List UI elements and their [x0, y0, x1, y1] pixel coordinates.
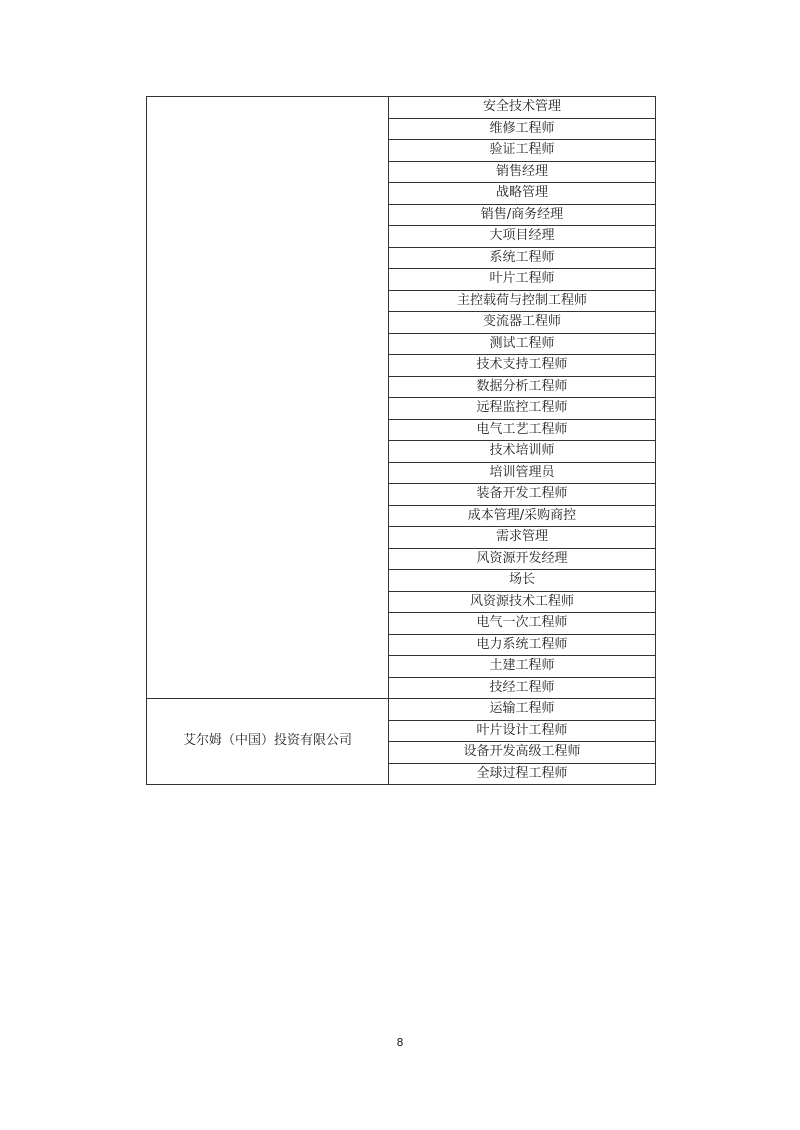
positions-table-body	[147, 97, 656, 785]
position-cell: 系统工程师	[389, 247, 656, 269]
position-cell: 数据分析工程师	[389, 376, 656, 398]
position-cell: 测试工程师	[389, 333, 656, 355]
position-cell: 技术支持工程师	[389, 355, 656, 377]
position-cell: 电气一次工程师	[389, 613, 656, 635]
position-cell: 销售经理	[389, 161, 656, 183]
position-cell: 成本管理/采购商控	[389, 505, 656, 527]
position-cell: 需求管理	[389, 527, 656, 549]
position-cell: 战略管理	[389, 183, 656, 205]
position-cell: 安全技术管理	[389, 97, 656, 119]
position-cell: 销售/商务经理	[389, 204, 656, 226]
position-cell: 电气工艺工程师	[389, 419, 656, 441]
position-cell: 场长	[389, 570, 656, 592]
position-cell: 变流器工程师	[389, 312, 656, 334]
position-cell: 电力系统工程师	[389, 634, 656, 656]
position-cell: 技术培训师	[389, 441, 656, 463]
position-cell: 技经工程师	[389, 677, 656, 699]
company-cell: 艾尔姆（中国）投资有限公司	[147, 699, 389, 785]
position-cell: 叶片设计工程师	[389, 720, 656, 742]
position-cell: 主控载荷与控制工程师	[389, 290, 656, 312]
position-cell: 风资源开发经理	[389, 548, 656, 570]
position-cell: 维修工程师	[389, 118, 656, 140]
position-cell: 远程监控工程师	[389, 398, 656, 420]
position-cell: 培训管理员	[389, 462, 656, 484]
table-row	[147, 97, 656, 119]
positions-table	[146, 96, 656, 785]
page-number: 8	[396, 1036, 404, 1049]
position-cell: 设备开发高级工程师	[389, 742, 656, 764]
position-cell: 装备开发工程师	[389, 484, 656, 506]
position-cell: 风资源技术工程师	[389, 591, 656, 613]
position-cell: 运输工程师	[389, 699, 656, 721]
position-cell: 大项目经理	[389, 226, 656, 248]
table-row	[147, 699, 656, 721]
position-cell: 验证工程师	[389, 140, 656, 162]
position-cell: 土建工程师	[389, 656, 656, 678]
position-cell: 叶片工程师	[389, 269, 656, 291]
company-cell	[147, 97, 389, 699]
position-cell: 全球过程工程师	[389, 763, 656, 785]
